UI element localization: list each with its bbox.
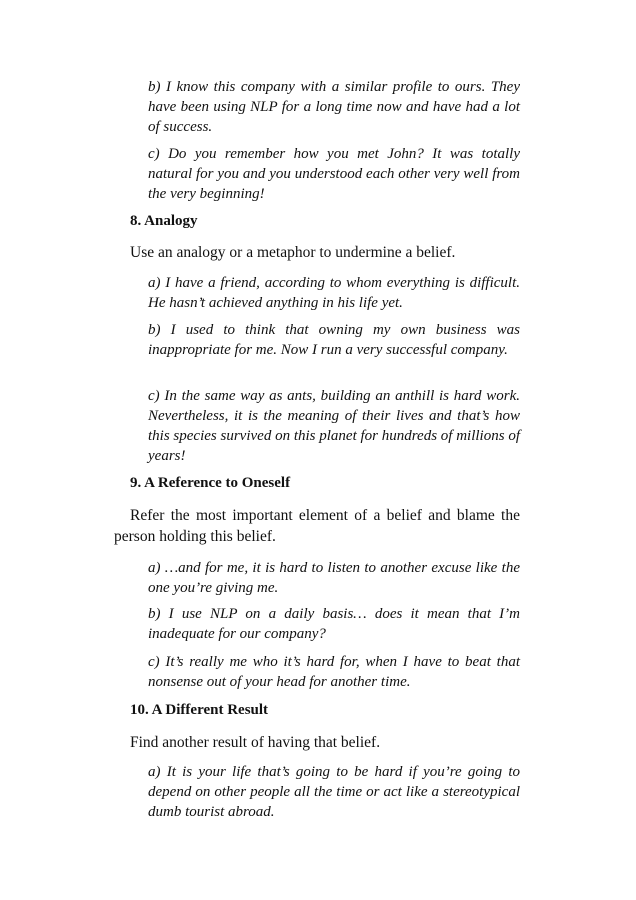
section7-example-b: b) I know this company with a similar profile to ours. They have been using NLP for a long time now and have had a lot of success. xyxy=(148,79,520,135)
section9-heading: 9. A Reference to Oneself xyxy=(130,475,291,491)
section9-intro: Refer the most important element of a belief and blame the person holding this belief. xyxy=(114,507,520,545)
section8-example-c: c) In the same way as ants, building an anthill is hard work. Nevertheless, it is the meaning of their lives and that’s how this species survived on this planet for hundreds of millions of years! xyxy=(148,388,520,464)
section7-example-c: c) Do you remember how you met John? It was totally natural for you and you understood each other very well from the very beginning! xyxy=(148,146,520,202)
section9-example-a: a) …and for me, it is hard to listen to another excuse like the one you’re giving me. xyxy=(148,560,520,596)
section9-example-c: c) It’s really me who it’s hard for, when I have to beat that nonsense out of your head for another time. xyxy=(148,654,520,690)
section10-example-a: a) It is your life that’s going to be hard if you’re going to depend on other people all the time or act like a stereotypical dumb tourist abroad. xyxy=(148,764,520,820)
section8-heading: 8. Analogy xyxy=(130,213,198,229)
section9-example-b: b) I use NLP on a daily basis… does it mean that I’m inadequate for our company? xyxy=(148,606,520,642)
section8-example-a: a) I have a friend, according to whom everything is difficult. He hasn’t achieved anything in his life yet. xyxy=(148,275,520,311)
section8-intro: Use an analogy or a metaphor to undermine a belief. xyxy=(130,244,456,261)
section10-intro: Find another result of having that belief. xyxy=(130,734,381,751)
section10-heading: 10. A Different Result xyxy=(130,702,269,718)
section8-example-b: b) I used to think that owning my own business was inappropriate for me. Now I run a very successful company. xyxy=(148,322,520,358)
